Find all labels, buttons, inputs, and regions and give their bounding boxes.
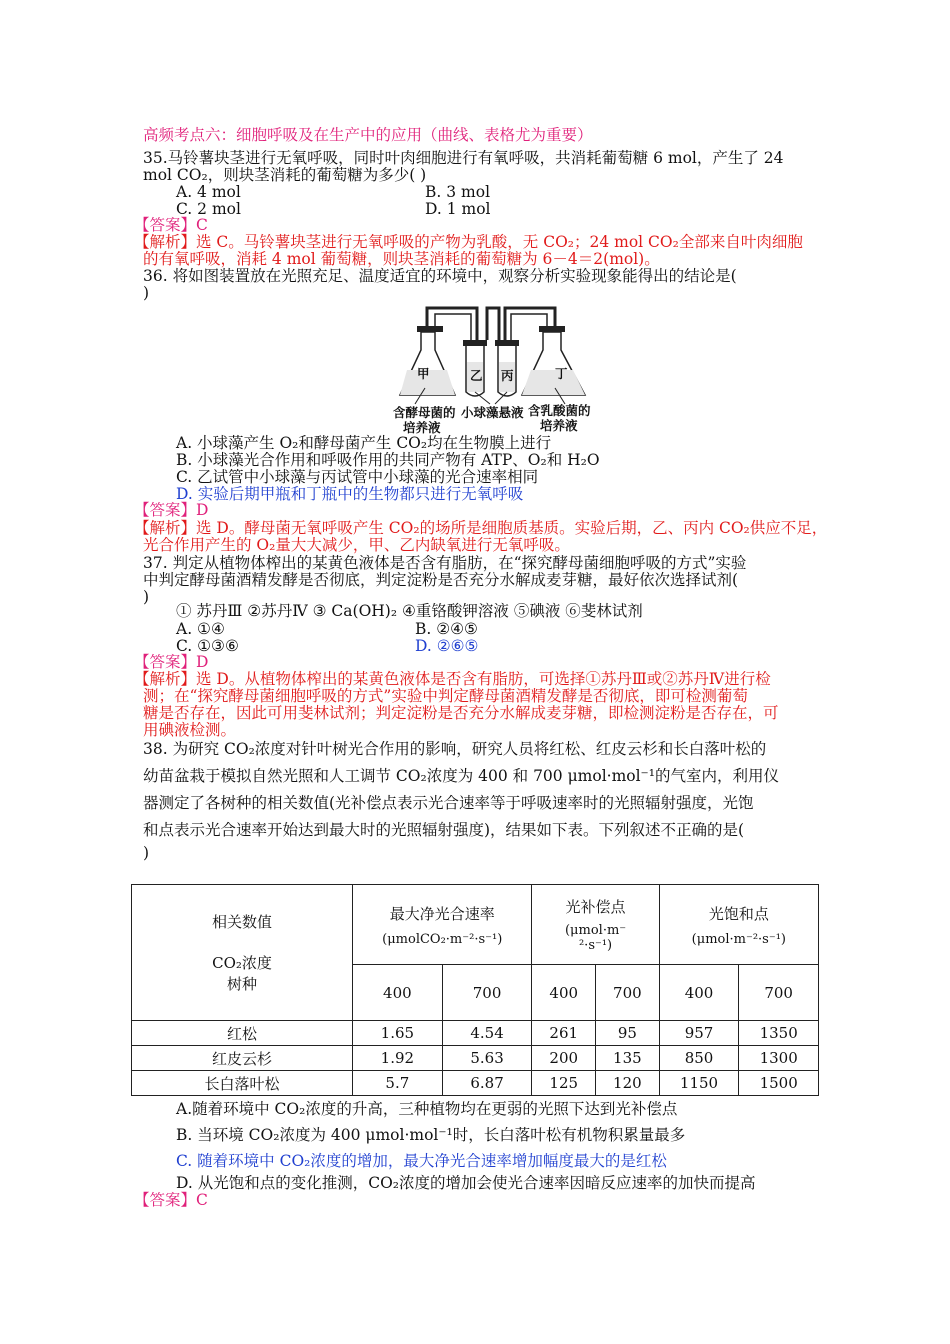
value-cell: 1350 <box>739 1021 819 1046</box>
q37-analysis-line1: 【解析】选 D。从植物体榨出的某黄色液体是否含有脂肪，可选择①苏丹Ⅲ或②苏丹Ⅳ进行检 <box>134 670 771 688</box>
table-row <box>132 1071 819 1096</box>
conc-cell: 400 <box>659 965 739 1021</box>
table-corner-cell <box>132 885 353 1021</box>
q35-stem-line2: mol CO₂，则块茎消耗的葡萄糖为多少( ) <box>143 166 427 184</box>
value-cell: 261 <box>532 1021 596 1046</box>
q37-stem-line2: 中判定酵母菌酒精发酵是否彻底，判定淀粉是否充分水解成麦芽糖，最好依次选择试剂( <box>143 571 739 589</box>
q35-answer: 【答案】C <box>134 216 208 234</box>
q38-option-b: B. 当环境 CO₂浓度为 400 μmol·mol⁻¹时，长白落叶松有机物积累量最多 <box>176 1126 686 1144</box>
q35-analysis-line1: 【解析】选 C。马铃薯块茎进行无氧呼吸的产物为乳酸，无 CO₂；24 mol CO₂全部来自叶肉细胞 <box>134 233 803 251</box>
value-cell: 95 <box>596 1021 660 1046</box>
col1-header <box>353 885 532 965</box>
value-cell: 1.65 <box>353 1021 443 1046</box>
value-cell: 1500 <box>739 1071 819 1096</box>
table-corner-label-1: 相关数值 <box>211 913 272 931</box>
caption-right-line1: 含乳酸菌的 <box>528 403 591 418</box>
conc-cell: 400 <box>353 965 443 1021</box>
col3-title: 光饱和点 <box>708 904 769 923</box>
q38-stem-line1: 38. 为研究 CO₂浓度对针叶树光合作用的影响，研究人员将红松、红皮云杉和长白落叶松的 <box>143 740 767 758</box>
flask-jia-label: 甲 <box>417 366 430 381</box>
species-cell: 红松 <box>132 1021 353 1046</box>
col2-unit-2: ²·s⁻¹) <box>578 938 613 953</box>
conc-cell: 700 <box>739 965 819 1021</box>
q37-stem-line3: ) <box>143 588 150 606</box>
col2-title: 光补偿点 <box>565 898 626 916</box>
q37-option-b: B. ②④⑤ <box>415 620 478 638</box>
flask-ding-label: 丁 <box>555 366 568 381</box>
caption-left-line1: 含酵母菌的 <box>393 405 456 420</box>
caption-right-line2: 培养液 <box>540 418 578 433</box>
col1-title: 最大净光合速率 <box>389 904 495 923</box>
q36-answer: 【答案】D <box>134 501 209 519</box>
table-row <box>132 1046 819 1071</box>
q38-option-a: A.随着环境中 CO₂浓度的升高，三种植物均在更弱的光照下达到光补偿点 <box>176 1100 678 1118</box>
q37-option-d: D. ②⑥⑤ <box>415 637 479 655</box>
table-row <box>132 1021 819 1046</box>
q38-option-d: D. 从光饱和点的变化推测，CO₂浓度的增加会使光合速率因暗反应速率的加快而提高 <box>176 1174 756 1192</box>
value-cell: 5.7 <box>353 1071 443 1096</box>
col1-unit: (μmolCO₂·m⁻²·s⁻¹) <box>382 931 503 947</box>
q35-option-a: A. 4 mol <box>176 183 241 201</box>
conc-cell: 700 <box>596 965 660 1021</box>
value-cell: 6.87 <box>442 1071 532 1096</box>
species-cell: 红皮云杉 <box>132 1046 353 1071</box>
caption-middle: 小球藻悬液 <box>461 405 524 420</box>
q35-option-d: D. 1 mol <box>425 200 491 218</box>
q36-option-b: B. 小球藻光合作用和呼吸作用的共同产物有 ATP、O₂和 H₂O <box>176 451 600 469</box>
q38-stem-line4: 和点表示光合速率开始达到最大时的光照辐射强度)，结果如下表。下列叙述不正确的是( <box>143 821 745 839</box>
q37-option-c: C. ①③⑥ <box>176 637 239 655</box>
col3-header <box>659 885 818 965</box>
q36-option-c: C. 乙试管中小球藻与丙试管中小球藻的光合速率相同 <box>176 468 539 486</box>
table-corner-label-2: CO₂浓度 <box>212 954 272 972</box>
section-title: 高频考点六：细胞呼吸及在生产中的应用（曲线、表格尤为重要） <box>143 126 593 144</box>
tube-bing-label: 丙 <box>501 368 514 383</box>
value-cell: 200 <box>532 1046 596 1071</box>
value-cell: 5.63 <box>442 1046 532 1071</box>
q35-option-b: B. 3 mol <box>425 183 491 201</box>
table-corner-label-3: 树种 <box>226 975 257 993</box>
conc-cell: 700 <box>442 965 532 1021</box>
q36-option-d: D. 实验后期甲瓶和丁瓶中的生物都只进行无氧呼吸 <box>176 485 524 503</box>
col3-unit: (μmol·m⁻²·s⁻¹) <box>691 931 786 947</box>
value-cell: 1.92 <box>353 1046 443 1071</box>
q35-analysis-line2: 的有氧呼吸，消耗 4 mol 葡萄糖，则块茎消耗的葡萄糖为 6－4＝2(mol)。 <box>143 250 660 268</box>
q36-stem-line2: ) <box>143 284 150 302</box>
value-cell: 125 <box>532 1071 596 1096</box>
value-cell: 850 <box>659 1046 739 1071</box>
q37-analysis-line2: 测；在“探究酵母菌细胞呼吸的方式”实验中判定酵母菌酒精发酵是否彻底，即可检测葡萄 <box>143 687 748 705</box>
q38-stem-line2: 幼苗盆栽于模拟自然光照和人工调节 CO₂浓度为 400 和 700 μmol·mol⁻¹的气室内，利用仪 <box>143 767 779 785</box>
q37-analysis-line4: 用碘液检测。 <box>143 721 237 739</box>
caption-left-line2: 培养液 <box>403 420 441 435</box>
q36-option-a: A. 小球藻产生 O₂和酵母菌产生 CO₂均在生物膜上进行 <box>176 434 552 452</box>
value-cell: 957 <box>659 1021 739 1046</box>
q36-analysis-line1: 【解析】选 D。酵母菌无氧呼吸产生 CO₂的场所是细胞质基质。实验后期，乙、丙内 CO₂供应不足， <box>134 519 828 537</box>
q37-analysis-line3: 糖是否存在，因此可用斐林试剂；判定淀粉是否充分水解成麦芽糖，即检测淀粉是否存在，可 <box>143 704 779 722</box>
value-cell: 1300 <box>739 1046 819 1071</box>
q37-reagents: ① 苏丹Ⅲ ②苏丹Ⅳ ③ Ca(OH)₂ ④重铬酸钾溶液 ⑤碘液 ⑥斐林试剂 <box>176 602 643 620</box>
col2-header <box>532 885 659 965</box>
value-cell: 135 <box>596 1046 660 1071</box>
q35-option-c: C. 2 mol <box>176 200 241 218</box>
q35-stem-line1: 35.马铃薯块茎进行无氧呼吸，同时叶肉细胞进行有氧呼吸，共消耗葡萄糖 6 mol，产生了 24 <box>143 149 784 167</box>
apparatus-figure <box>395 300 595 440</box>
q38-data-table <box>131 884 819 1096</box>
value-cell: 4.54 <box>442 1021 532 1046</box>
q37-stem-line1: 37. 判定从植物体榨出的某黄色液体是否含有脂肪，在“探究酵母菌细胞呼吸的方式”实验 <box>143 554 747 572</box>
tube-yi-label: 乙 <box>470 368 483 383</box>
q38-option-c: C. 随着环境中 CO₂浓度的增加，最大净光合速率增加幅度最大的是红松 <box>176 1152 667 1170</box>
q37-option-a: A. ①④ <box>176 620 225 638</box>
value-cell: 120 <box>596 1071 660 1096</box>
value-cell: 1150 <box>659 1071 739 1096</box>
col2-unit-1: (μmol·m⁻ <box>564 923 627 938</box>
species-cell: 长白落叶松 <box>132 1071 353 1096</box>
q36-analysis-line2: 光合作用产生的 O₂量大大减少，甲、乙内缺氧进行无氧呼吸。 <box>143 536 570 554</box>
q38-answer: 【答案】C <box>134 1191 208 1209</box>
q36-stem-line1: 36. 将如图装置放在光照充足、温度适宜的环境中，观察分析实验现象能得出的结论是( <box>143 267 737 285</box>
q37-answer: 【答案】D <box>134 653 209 671</box>
q38-stem-line5: ) <box>143 844 150 862</box>
q38-stem-line3: 器测定了各树种的相关数值(光补偿点表示光合速率等于呼吸速率时的光照辐射强度，光饱 <box>143 794 754 812</box>
conc-cell: 400 <box>532 965 596 1021</box>
